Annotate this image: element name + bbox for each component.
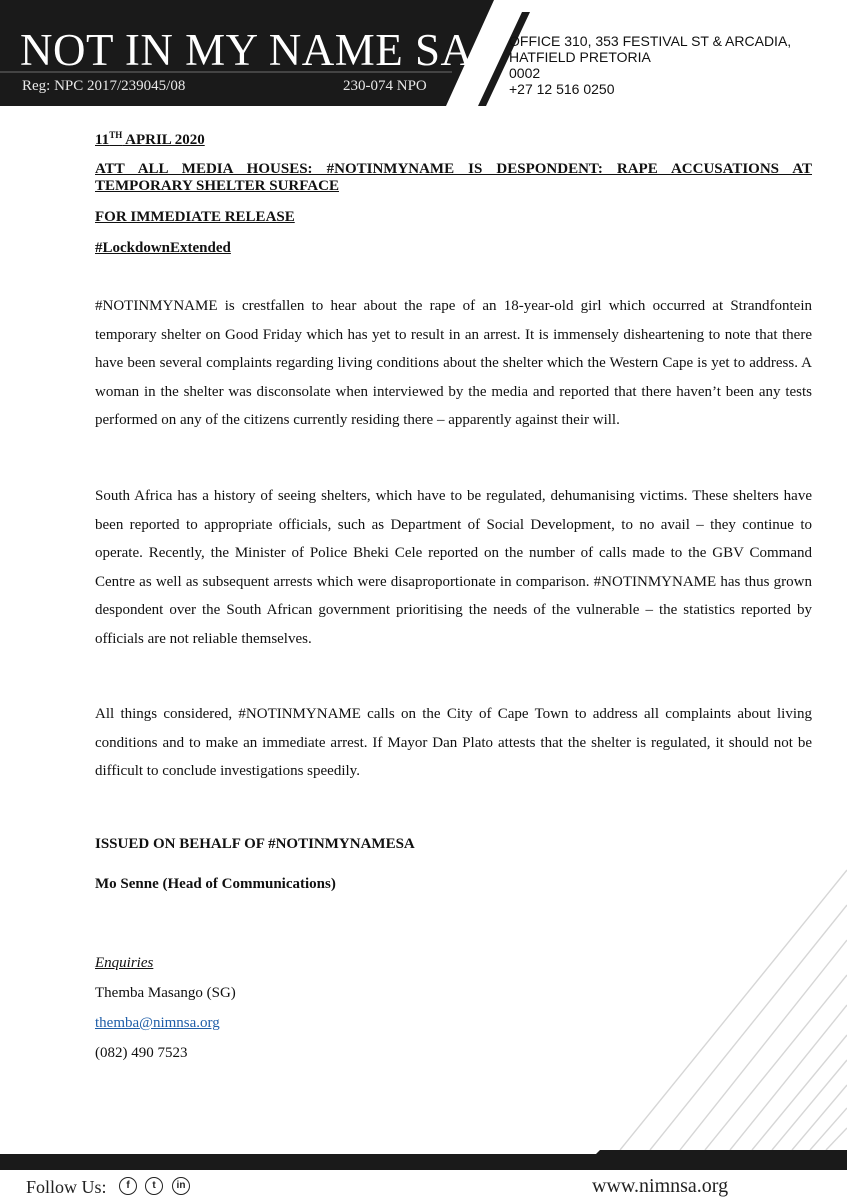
date-month-year: APRIL 2020 (122, 132, 205, 148)
website-link[interactable]: www.nimnsa.org (592, 1175, 729, 1197)
phone-number: +27 12 516 0250 (509, 81, 615, 97)
address-line: HATFIELD PRETORIA (509, 49, 651, 65)
headline-line-2: TEMPORARY SHELTER SURFACE (95, 178, 339, 194)
registration-number: Reg: NPC 2017/239045/08 (22, 78, 186, 94)
enquiries-email-link[interactable]: themba@nimnsa.org (95, 1015, 220, 1031)
facebook-icon[interactable]: f (119, 1177, 137, 1195)
enquiries-contact-name: Themba Masango (SG) (95, 985, 236, 1001)
body-paragraph-1: #NOTINMYNAME is crestfallen to hear about the rape of an 18-year-old girl which occurred at Strandfontein temporary shelter on Good Friday which has yet to result in an arrest. It is immensely disheartening to note that there have been several complaints regarding living conditions about the shelter which the Western Cape is yet to address. A woman in the shelter was disconsolate when interviewed by the media and reported that there haven’t been any tests performed on any of the citizens currently residing there – apparently against their will. (95, 298, 812, 428)
letterhead-header (0, 0, 847, 106)
issued-on-behalf: ISSUED ON BEHALF OF #NOTINMYNAMESA (95, 836, 415, 852)
release-type: FOR IMMEDIATE RELEASE (95, 209, 295, 225)
address-line: OFFICE 310, 353 FESTIVAL ST & ARCADIA, (509, 33, 792, 49)
signatory: Mo Senne (Head of Communications) (95, 876, 336, 892)
headline-line-1: ATT ALL MEDIA HOUSES: #NOTINMYNAME IS DESPONDENT: RAPE ACCUSATIONS AT (95, 161, 812, 177)
footer-band-shape (0, 1150, 847, 1170)
body-paragraph-2: South Africa has a history of seeing shelters, which have to be regulated, dehumanising victims. These shelters have been reported to appropriate officials, such as Department of Social Development, to no avail – they continue to operate. Recently, the Minister of Police Bheki Cele reported on the number of calls made to the GBV Command Centre as well as subsequent arrests which were disaproportionate in comparison. #NOTINMYNAME has thus grown despondent over the South African government prioritising the needs of the vulnerable – the statistics reported by officials are not reliable themselves. (95, 488, 812, 647)
twitter-icon[interactable]: t (145, 1177, 163, 1195)
footer-black-band (0, 1150, 847, 1170)
organization-name: NOT IN MY NAME SA (20, 25, 474, 75)
npo-number: 230-074 NPO (343, 78, 427, 94)
enquiries-heading: Enquiries (95, 955, 154, 971)
enquiries-phone: (082) 490 7523 (95, 1045, 188, 1061)
hashtag: #LockdownExtended (95, 240, 231, 256)
release-date (95, 130, 812, 149)
office-address (509, 33, 791, 97)
linkedin-icon[interactable]: in (172, 1177, 190, 1195)
date-day: 11 (95, 132, 110, 148)
address-line: 0002 (509, 65, 541, 81)
date-suffix: TH (109, 130, 123, 140)
body-paragraph-3: All things considered, #NOTINMYNAME calls on the City of Cape Town to address all complaints about living conditions and to make an immediate arrest. If Mayor Dan Plato attests that the shelter is regulated, it should not be difficult to conclude investigations speedily. (95, 706, 812, 779)
follow-us-label: Follow Us: (26, 1177, 107, 1197)
